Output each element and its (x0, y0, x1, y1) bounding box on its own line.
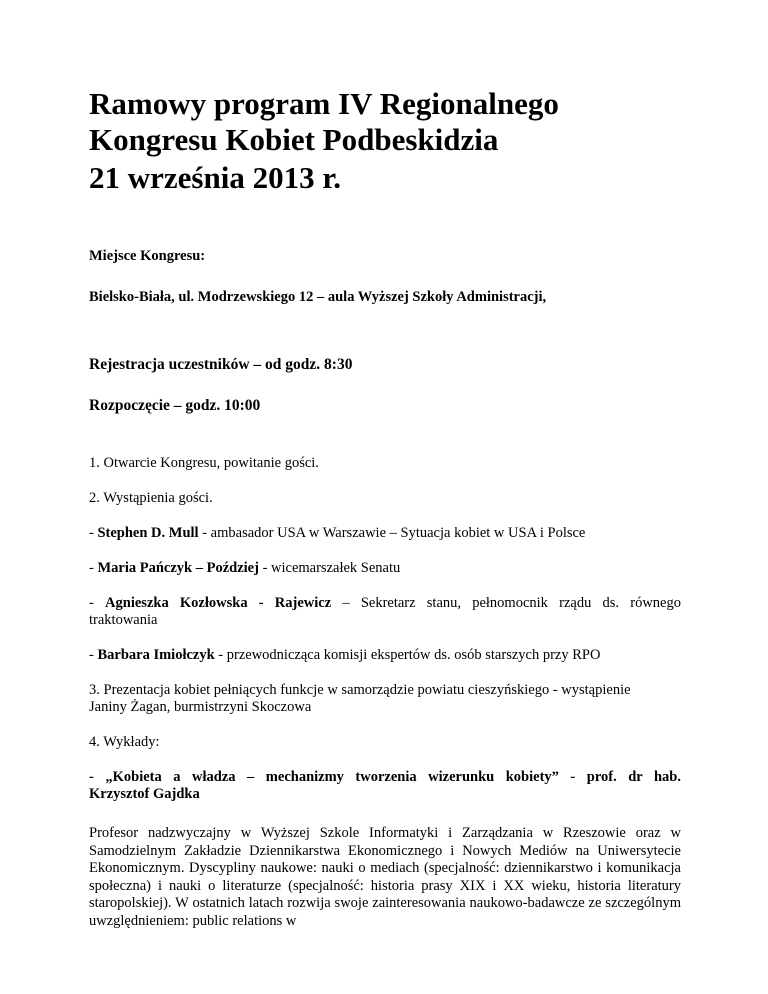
program-item-presentation-continued: Janiny Żagan, burmistrzyni Skoczowa (89, 699, 312, 715)
venue-address: Bielsko-Biała, ul. Modrzewskiego 12 – aula Wyższej Szkoły Administracji, (89, 289, 547, 305)
guest-item (89, 525, 681, 542)
lecture-speaker: Krzysztof Gajdka (89, 786, 200, 802)
speaker-bio: Profesor nadzwyczajny w Wyższej Szkole Informatyki i Zarządzania w Rzeszowie oraz w Samodzielnym Zakładzie Dziennikarstwa Ekonomicznego i Nowych Mediów na Uniwersytecie Ekonomicznym. Dyscypliny naukowe: nauki o mediach (specjalność: dziennikarstwo i komunikacja społeczna) i nauki o literaturze (specjalność: historia prasy XIX i XX wieku, historia literatury staropolskiej). W ostatnich latach rozwija swoje zainteresowania naukowo-badawcze ze szczególnym uwzględnieniem: public relations w (89, 825, 681, 929)
venue-label: Miejsce Kongresu: (89, 248, 206, 264)
guest-item (89, 560, 681, 577)
event-date: 21 września 2013 r. (89, 160, 341, 195)
guest-description: - wicemarszałek Senatu (258, 560, 401, 576)
guest-description-continued: traktowania (89, 612, 158, 628)
program-item-speeches: 2. Wystąpienia gości. (89, 490, 213, 506)
lecture-title: - „Kobieta a władza – mechanizmy tworzenia wizerunku kobiety” - prof. dr hab. (89, 769, 681, 785)
guest-prefix: - (89, 647, 98, 663)
guest-name: Agnieszka Kozłowska - Rajewicz (105, 595, 332, 611)
guest-name: Barbara Imiołczyk (97, 647, 215, 663)
title-line-2: Kongresu Kobiet Podbeskidzia (89, 122, 499, 157)
guest-name: Stephen D. Mull (97, 525, 199, 541)
guest-description: - przewodnicząca komisji ekspertów ds. osób starszych przy RPO (214, 647, 601, 663)
guest-prefix: - (89, 525, 98, 541)
program-item-opening: 1. Otwarcie Kongresu, powitanie gości. (89, 455, 319, 471)
document-title (89, 86, 689, 158)
guest-prefix: - (89, 595, 106, 611)
guest-item (89, 595, 681, 612)
start-time: Rozpoczęcie – godz. 10:00 (89, 397, 261, 414)
registration-time: Rejestracja uczestników – od godz. 8:30 (89, 356, 353, 373)
guest-description: - ambasador USA w Warszawie – Sytuacja kobiet w USA i Polsce (198, 525, 586, 541)
program-item-lectures: 4. Wykłady: (89, 734, 160, 750)
title-line-1: Ramowy program IV Regionalnego (89, 86, 559, 121)
guest-name: Maria Pańczyk – Poździej (97, 560, 259, 576)
program-item-presentation: 3. Prezentacja kobiet pełniących funkcje w samorządzie powiatu cieszyńskiego - wystąpienie (89, 682, 631, 698)
guest-prefix: - (89, 560, 98, 576)
guest-item (89, 647, 681, 664)
guest-description: – Sekretarz stanu, pełnomocnik rządu ds. równego (331, 595, 681, 611)
